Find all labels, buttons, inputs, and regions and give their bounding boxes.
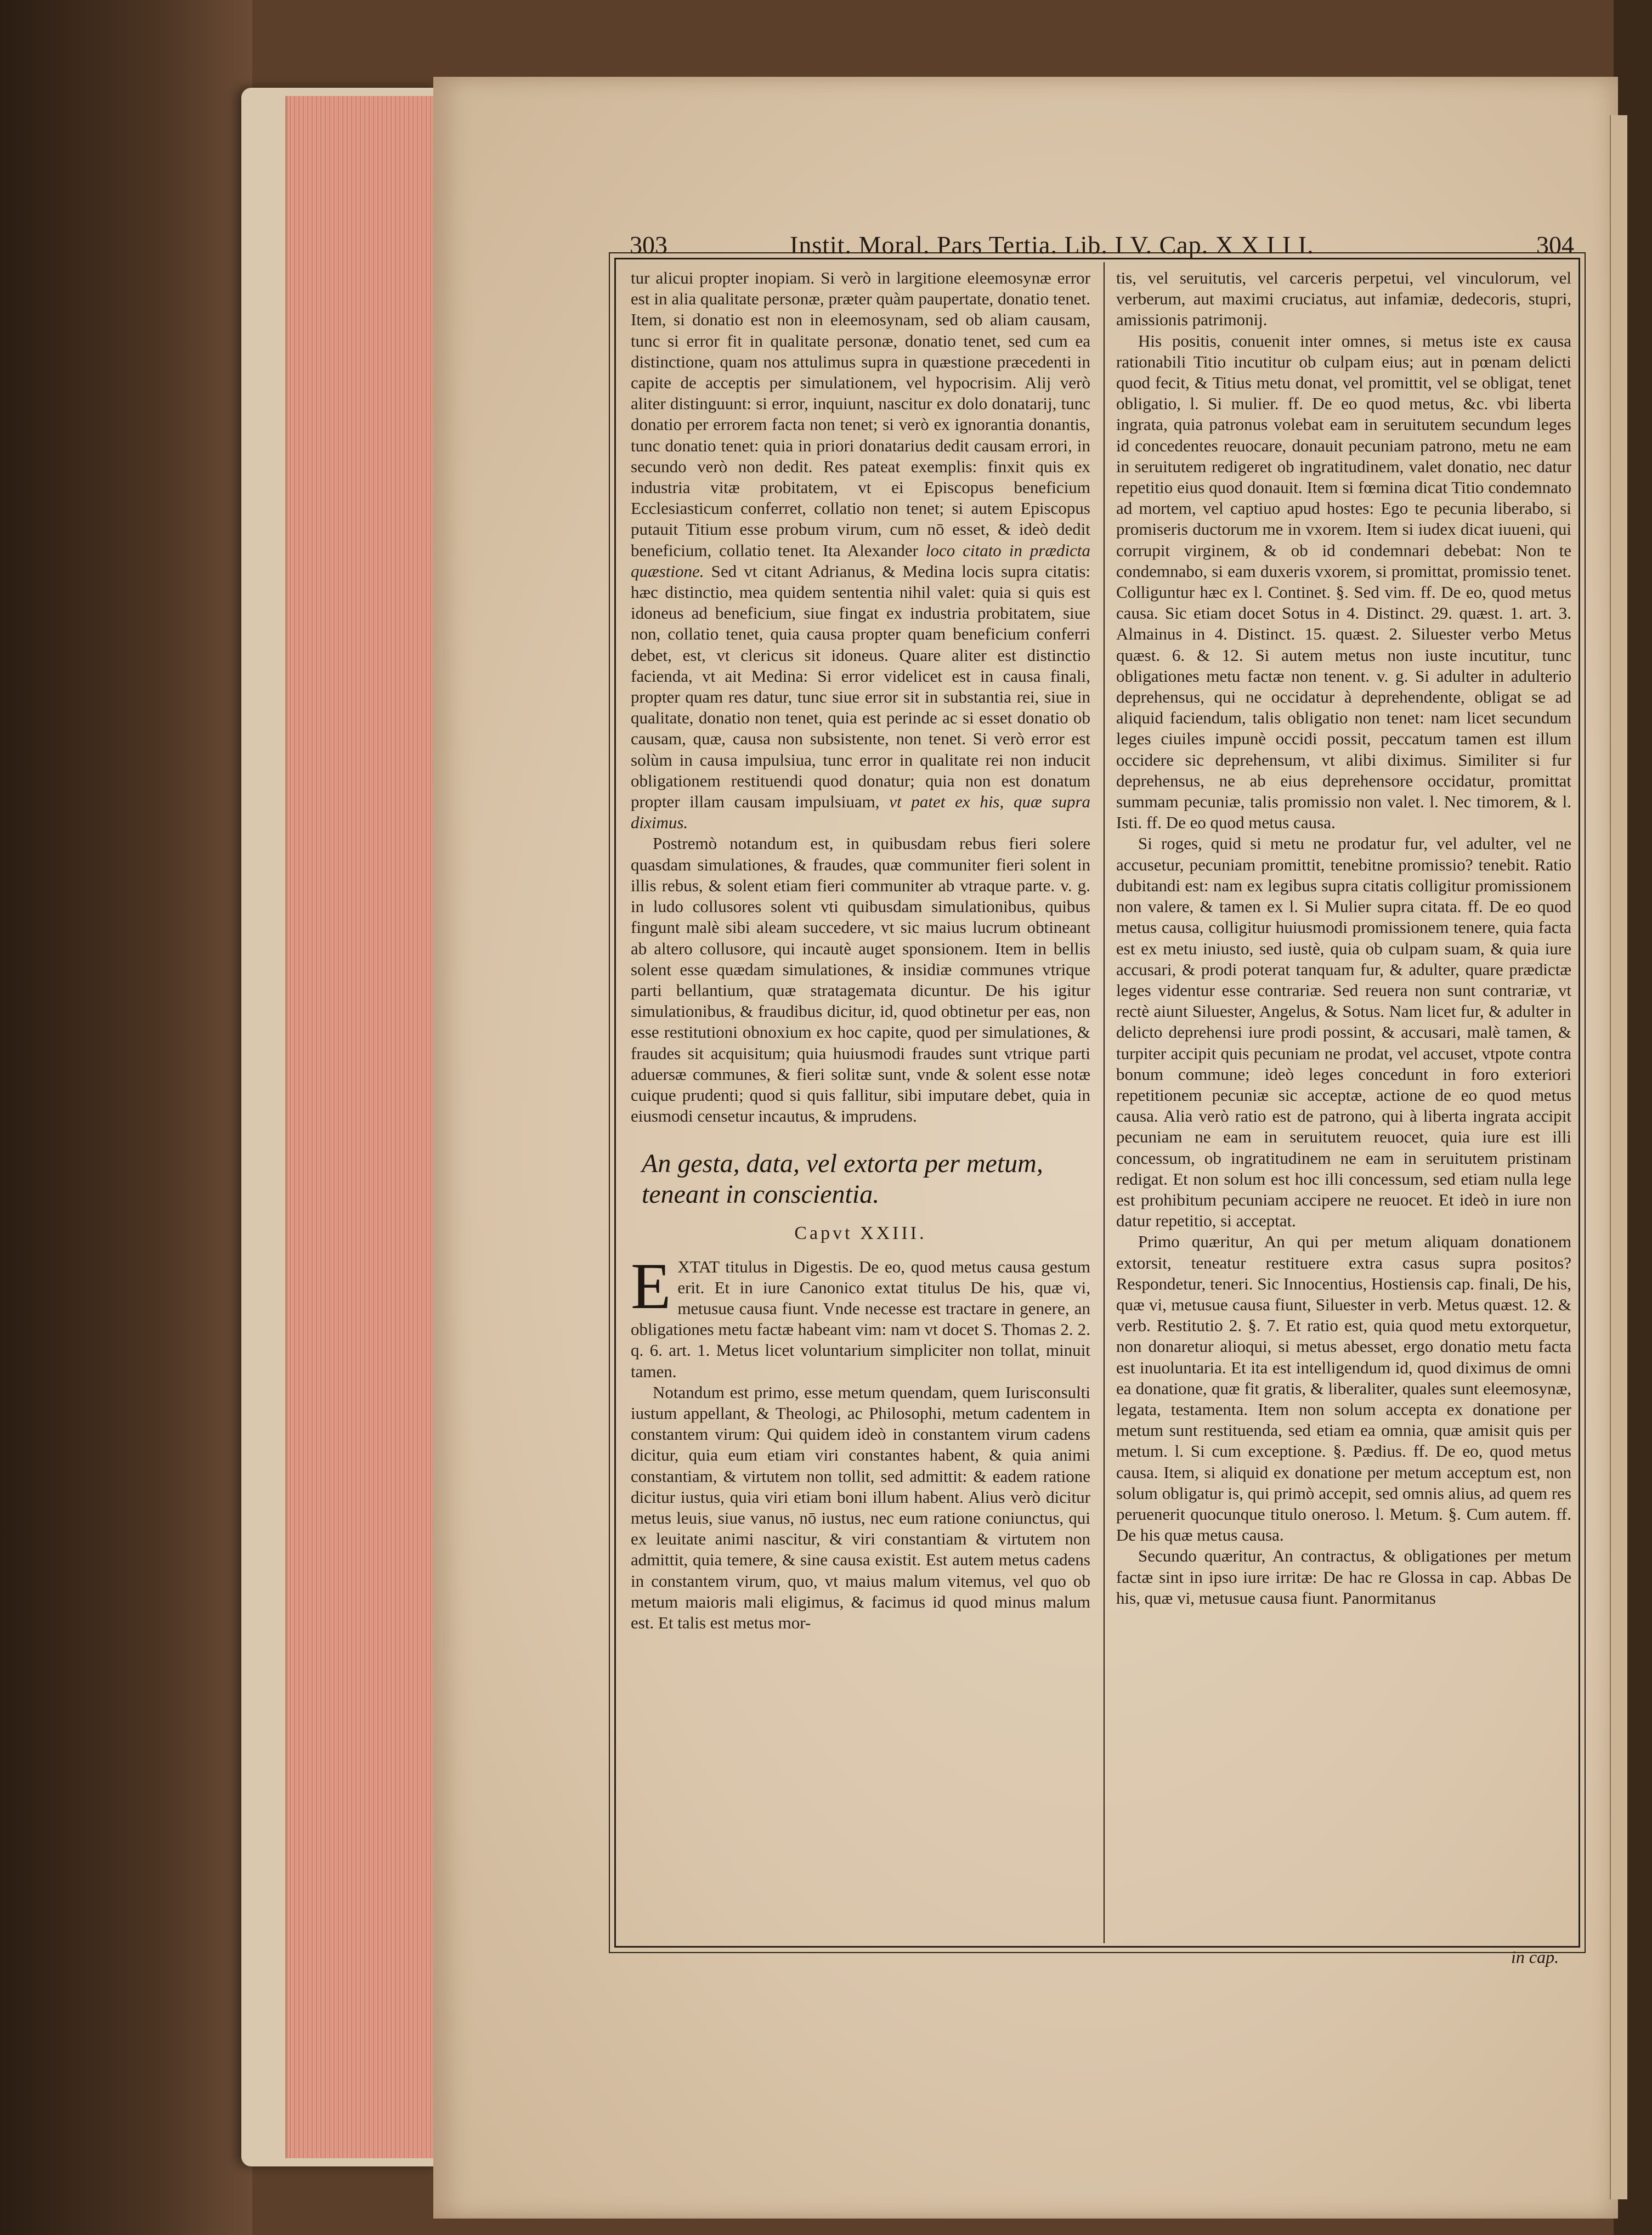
right-para-2: His positis, conuenit inter omnes, si metus iste ex causa rationabili Titio incutitur ob culpam eius; aut in pœnam delicti quod fecit, & Titius metu donat, vel promittit, vel se obligat, tenet obligatio, l. Si mulier. ff. De eo quod metus, &c. vbi liberta ingrata, quia patronus volebat eam in seruitutem secundum leges id concedentes reuocare, donauit pecuniam patrono, metu ne eam in seruitutem redigeret ob ingratitudinem, valet donatio, nec datur repetitio eius quod donauit. Item si fœmina dicat Titio condemnato ad mortem, vel captiuo apud hostes: Ego te pecunia liberabo, si promiseris ductorum me in vxorem. Item si iudex dicat iuueni, qui corrupit virginem, & ob id condemnari debebat: Non te condemnabo, si eam duxeris vxorem, si promittat, promissio tenet. Colliguntur hæc ex l. Continet. §. Sed vim. ff. De eo, quod metus causa. Sic etiam docet Sotus in 4. Distinct. 29. quæst. 1. art. 3. Almainus in 4. Distinct. 15. quæst. 2. Siluester verbo Metus quæst. 6. & 12. Si autem metus non iuste incutitur, tunc obligationes metu factæ non tenent. v. g. Si adulter in adulterio deprehensus, qui ne occidatur à deprehendente, obligat se ad aliquid faciendum, talis obligatio non tenet: nam licet secundum leges ciuiles impunè occidi possit, peccatum tamen est illum occidere sic deprehensum, vt alibi diximus. Similiter si fur deprehensus, ne ab eius deprehensore occidatur, promittat summam pecuniæ, talis promissio non valet. l. Nec timorem, & l. Isti. ff. De eo quod metus causa. [1116, 331, 1571, 833]
catchword: in cap. [1511, 1947, 1559, 1967]
page-number-left: 303 [630, 231, 667, 259]
left-para-3: EXTAT titulus in Digestis. De eo, quod metus causa gestum erit. Et in iure Canonico extat titulus De his, quæ vi, metusue causa fiunt. Vnde necesse est tractare in genere, an obligationes metu factæ habeant vim: nam vt docet S. Thomas 2. 2. q. 6. art. 1. Metus licet voluntarium simpliciter non tollat, minuit tamen. [631, 1249, 1090, 1381]
red-fore-edge [285, 96, 438, 2158]
left-para-4: Notandum est primo, esse metum quendam, quem Iurisconsulti iustum appellant, & Theologi, ac Philosophi, metum cadentem in constantem virum: Qui quidem ideò in constantem virum cadens dicitur, quia eum etiam viri constantes habent, & quia animi constantiam, & virtutem non tollit, sed admittit: & eadem ratione dicitur iustus, quia viri etiam boni illum habent. Alius verò dicitur metus leuis, siue vanus, nō iustus, nec eum ratione coniunctus, qui ex leuitate animi nascitur, & viri constantiam & virtutem non admittit, quia temere, & sine causa existit. Est autem metus cadens in constantem virum, quo, vt maius malum vitemus, vel quo ob metum maioris mali eligimus, & facimus id quod minus malum est. Et talis est metus mor- [631, 1382, 1090, 1632]
chapter-heading: An gesta, data, vel extorta per metum, teneant in conscientia. [642, 1149, 1043, 1209]
page-number-right: 304 [1536, 231, 1574, 259]
backdrop-left [0, 0, 252, 2235]
right-para-4: Primo quæritur, An qui per metum aliquam donationem extorsit, teneatur restituere extra casus supra positos? Respondetur, teneri. Sic Innocentius, Hostiensis cap. finali, De his, quæ vi, metusue causa fiunt, Siluester in verb. Metus quæst. 12. & verb. Restitutio 2. §. 7. Et ratio est, quia quod metu extorquetur, non donaretur alioqui, si metus abesset, ergo donatio metu facta est inuoluntaria. Et ita est intelligendum id, quod diximus de omni ea donatione, quæ fit gratis, & liberaliter, quales sunt eleemosynæ, legata, testamenta. Item non solum accepta ex donatione per metum sunt restituenda, sed etiam ea omnia, quæ amisit quis per metum. l. Si cum exceptione. §. Pædius. ff. De eo, quod metus causa. Item, si aliquid ex donatione per metum acceptum est, non solum obligatur is, qui primò accepit, sed omnis alius, ad quem res peruenerit quocunque titulo oneroso. l. Metum. §. Cum autem. ff. De his quæ metus causa. [1116, 1232, 1571, 1545]
drop-cap: E [631, 1249, 671, 1322]
left-para-2: Postremò notandum est, in quibusdam rebus fieri solere quasdam simulationes, & fraudes, quæ communiter fieri solent in illis rebus, & solent etiam fieri communiter ab vtraque parte. v. g. in ludo collusores solent vti quibusdam simulationibus, quibus fingunt malè sibi aleam succedere, vt sic maius lucrum obtineant ab altero collusore, qui incautè auget sponsionem. Item in bellis solent esse quædam simulationes, & insidiæ communes vtrique parti bellantium, quæ stratagemata dicuntur. De his igitur simulationibus, & fraudibus dicitur, id, quod obtinetur per eas, non esse restitutioni obnoxium ex hoc capite, quod per simulationes, & fraudes sit acquisitum; quia huiusmodi fraudes sunt vtrique parti aduersæ communes, & fieri solitæ sunt, vnde & solent esse notæ cuique prudenti; quod si quis fallitur, sibi imputare debet, quia in eiusmodi censetur incautus, & imprudens. [631, 834, 1090, 1126]
right-para-1: tis, vel seruitutis, vel carceris perpetui, vel vinculorum, vel verberum, aut maximi cruciatus, aut infamiæ, dedecoris, stupri, amissionis patrimonij. [1116, 268, 1571, 330]
left-para-1: tur alicui propter inopiam. Si verò in largitione eleemosynæ error est in alia qualitate personæ, præter quàm paupertate, donatio tenet. Item, si donatio est non in eleemosynam, sed ob aliam causam, tunc si error fit in qualitate personæ, donatio tenet, sed cum ea distinctione, quam nos attulimus supra in quæstione præcedenti in capite de acceptis per simulationem, vel hypocrisim. Alij verò aliter distinguunt: si error, inquiunt, nascitur ex dolo donatarij, tunc donatio per errorem facta non tenet; si verò ex ignorantia donantis, tunc donatio tenet: quia in priori donatarius dedit causam errori, in secundo verò non dedit. Res pateat exemplis: finxit quis ex industria vitæ probitatem, vt ei Episcopus beneficium Ecclesiasticum conferret, collatio non tenet; si autem Episcopus putauit Titium esse probum virum, cum nō esset, & ideò dedit beneficium, collatio tenet. Ita Alexander loco citato in prædicta quæstione. Sed vt citant Adrianus, & Medina locis supra citatis: hæc distinctio, mea quidem sententia nihil valet: quia si quis est idoneus ad beneficium, siue fingat ex industria probitatem, siue non, collatio tenet, quia causa propter quam beneficium conferri debet, est, vt clericus sit idoneus. Quare aliter est distinctio facienda, vt ait Medina: Si error videlicet est in causa finali, propter quam res datur, tunc siue error sit in substantia rei, siue in qualitate, donatio non tenet, quia est perinde ac si esset donatio ob causam, quæ, causa non subsistente, non tenet. Si verò error est solùm in causa impulsiua, tunc error in qualitate rei non inducit obligationem restituendi quod donatur; quia non est donatum propter illam causam impulsiuam, vt patet ex his, quæ supra diximus. [631, 268, 1091, 833]
running-head [625, 230, 1574, 258]
right-para-3: Si roges, quid si metu ne prodatur fur, vel adulter, vel ne accusetur, pecuniam promittit, tenebitne promissio? tenebit. Ratio dubitandi est: nam ex legibus supra citatis colligitur promissionem non valere, & tamen ex l. Si Mulier supra citata. ff. De eo quod metus causa, colligitur huiusmodi promissionem tenere, quia facta est ex metu iniusto, sed iustè, quia ob culpam suam, & quia iure accusari, & prodi poterat tanquam fur, & adulter, quare prædictæ leges videntur esse contrariæ. Sed reuera non sunt contrariæ, vt rectè aiunt Siluester, Angelus, & Sotus. Nam licet fur, & adulter in delicto deprehensi iure prodi possint, & accusari, malè tamen, & turpiter accipit quis pecuniam ne prodat, vel accuset, vtpote contra bonum commune; ideò leges concedunt in foro exteriori repetitionem pecuniæ sic acceptæ, actione de eo quod metus causa. Alia verò ratio est de patrono, qui à liberta ingrata accipit pecuniam ne eam in seruitutem reuocet, quia iure est illi concessum, ob ingratitudinem ne eam in seruitutem pristinam redigat. Et non solum est hoc illi concessum, sed etiam nulla lege est prohibitum pecuniam accipere ne reuocet. Et ideò in iure non datur repetitio, si acceptat. [1116, 834, 1571, 1231]
next-page-edge [1610, 115, 1627, 2199]
chapter-number: Capvt XXIII. [794, 1223, 927, 1244]
left-column [631, 268, 1090, 1633]
right-para-5: Secundo quæritur, An contractus, & obligationes per metum factæ sint in ipso iure irritæ: De hac re Glossa in cap. Abbas De his, quæ vi, metusue causa fiunt. Panormitanus [1116, 1546, 1571, 1608]
right-column [1116, 268, 1571, 1609]
running-title: Instit. Moral. Pars Tertia. Lib. I V. Cap. X X I I I. [790, 231, 1314, 259]
column-rule [1104, 262, 1105, 1943]
